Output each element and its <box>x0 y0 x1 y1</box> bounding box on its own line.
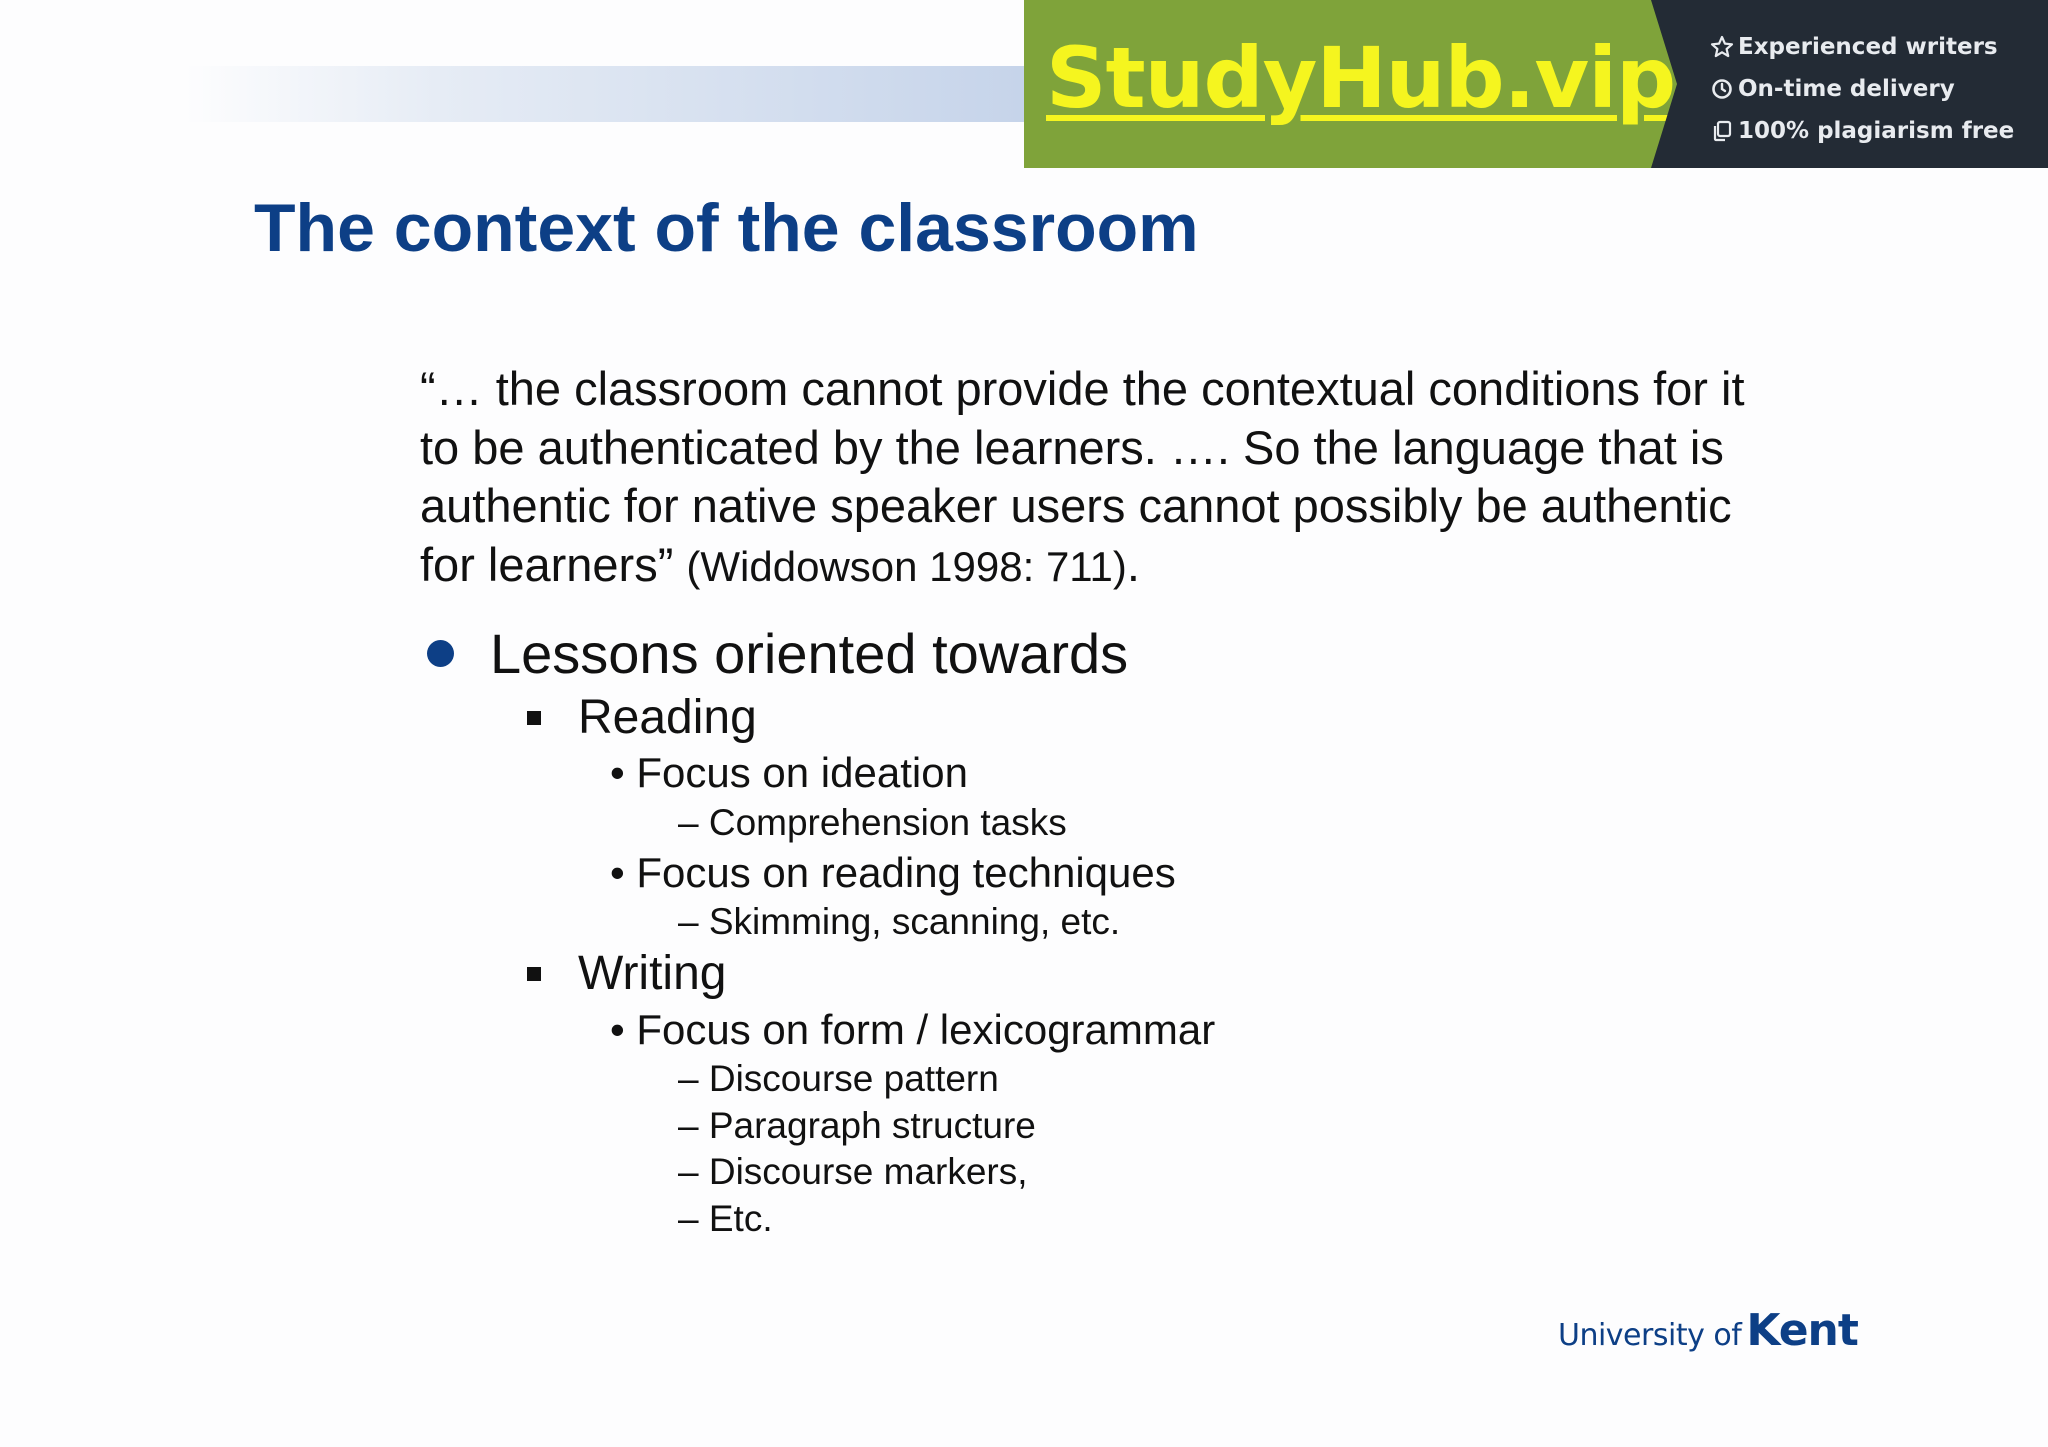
quote-end-punctuation: . <box>1126 537 1140 591</box>
outline-item-writing: Writing <box>578 947 727 1000</box>
quote-citation: (Widdowson 1998: 711) <box>686 542 1127 590</box>
university-of-kent-logo <box>1558 1305 1858 1356</box>
feature-label: Experienced writers <box>1738 34 1998 60</box>
logo-prefix: University of <box>1558 1318 1742 1353</box>
square-bullet-icon <box>527 711 541 725</box>
copy-icon <box>1710 119 1734 143</box>
outline-subitem: • Focus on reading techniques <box>610 849 1176 896</box>
studyhub-banner[interactable] <box>1024 0 2048 168</box>
slide-title: The context of the classroom <box>254 190 1199 266</box>
star-icon <box>1710 35 1734 59</box>
square-bullet-icon <box>527 967 541 981</box>
feature-label: 100% plagiarism free <box>1738 118 2015 144</box>
outline-subitem-label: Focus on ideation <box>636 749 968 796</box>
outline-subitem-label: Focus on reading techniques <box>636 849 1176 896</box>
feature-label: On-time delivery <box>1738 76 1955 102</box>
feature-item <box>1710 68 2040 110</box>
header-gradient-bar <box>185 66 1025 122</box>
banner-green-panel <box>1024 0 1704 168</box>
outline-detail: – Skimming, scanning, etc. <box>678 901 1121 942</box>
outline-subitem-label: Focus on form / lexicogrammar <box>636 1006 1216 1053</box>
outline-detail: – Paragraph structure <box>678 1105 1036 1146</box>
outline-detail: – Discourse markers, <box>678 1151 1028 1192</box>
outline-detail: – Discourse pattern <box>678 1058 999 1099</box>
feature-item <box>1710 110 2040 152</box>
outline-subitem: • Focus on form / lexicogrammar <box>610 1006 1216 1053</box>
bullet-dot-icon <box>427 640 454 667</box>
quote-text: “… the classroom cannot provide the contextual conditions for it to be authenticated by the learners. …. So the language that is authentic for native speaker users cannot possibly be authentic for learners” <box>420 362 1745 591</box>
outline-detail: – Etc. <box>678 1198 773 1239</box>
quote-block <box>420 360 1750 596</box>
outline-item-reading: Reading <box>578 691 757 744</box>
studyhub-logo[interactable]: StudyHub.vip <box>1046 29 1676 127</box>
clock-icon <box>1710 77 1734 101</box>
outline-subitem: • Focus on ideation <box>610 749 968 796</box>
feature-list <box>1710 26 2040 152</box>
logo-name: Kent <box>1746 1305 1858 1356</box>
outline-level1-item: Lessons oriented towards <box>490 622 1129 685</box>
feature-item <box>1710 26 2040 68</box>
outline-detail: – Comprehension tasks <box>678 802 1067 843</box>
